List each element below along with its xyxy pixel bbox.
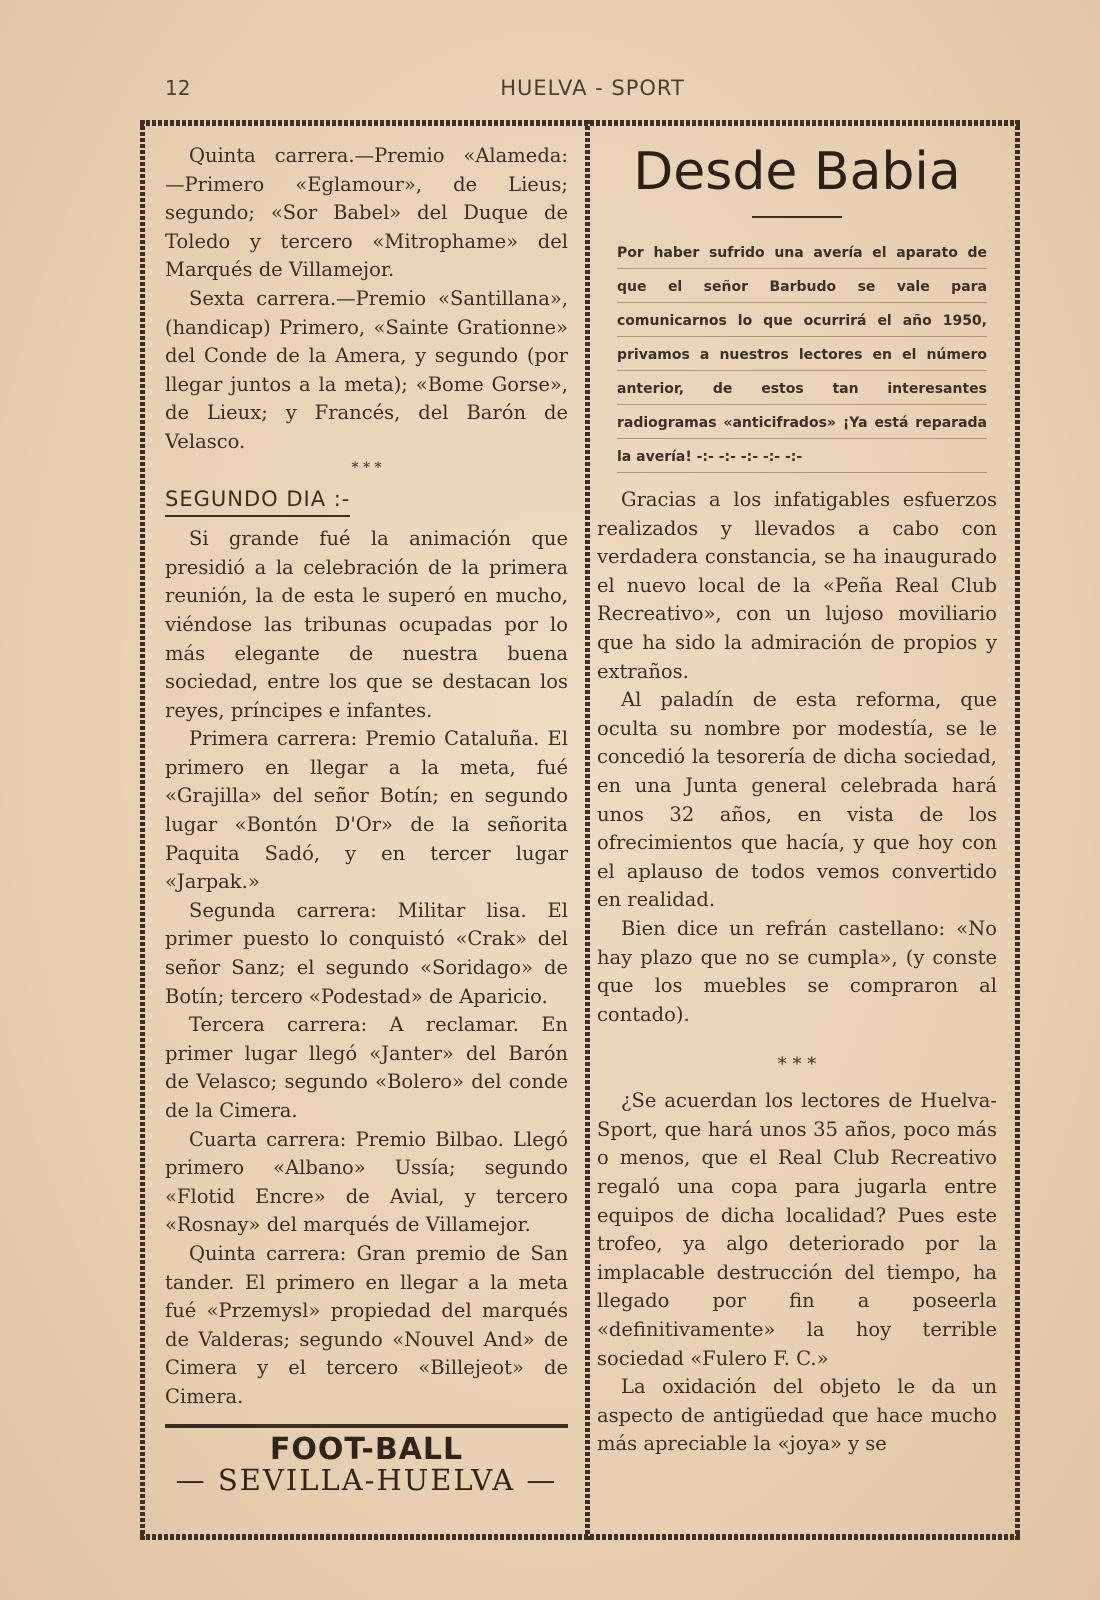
paragraph-oxidacion: La oxidación del objeto le da un aspecto de antigüedad que hace mucho más apreciable la «joya» y se xyxy=(597,1375,997,1456)
paragraph-quinta-carrera-gran-premio: Quinta carrera: Gran premio de San tander. El primero en llegar a la meta fué «Przemysl» propiedad del marqués de Valderas; segundo «Nouvel And» de Cimera y el tercero «Billejeot» de Cimera. xyxy=(165,1241,568,1408)
paragraph-animacion: Si grande fué la animación que presidió a la celebración de la primera reunión, la de esta le superó en mucho, viéndose las tribunas ocupadas por lo más elegante de nuestra buena sociedad, entre los que se destacan los reyes, príncipes e infantes. xyxy=(165,527,568,722)
paragraph-pena-real-club: Gracias a los infatigables esfuerzos realizados y llevados a cabo con verdadera constancia, se ha inaugurado el nuevo local de la «Peña Real Club Recreativo», con un lujoso moviliario que ha sido la admiración de propios y extraños. xyxy=(597,488,997,683)
frame-border-top xyxy=(140,120,1020,126)
paragraph-paladin: Al paladín de esta reforma, que oculta su nombre por modestía, se le concedió la tesorería de dicha sociedad, en una Junta general celebrada hará unos 32 años, en vista de los ofrecimientos que hacía, y que hoy con el aplauso de todos vemos convertido en realidad. xyxy=(597,688,997,912)
right-column xyxy=(597,142,997,1459)
paragraph-primera-carrera: Primera carrera: Premio Cataluña. El primero en llegar a la meta, fué «Grajilla» del señor Botín; en segundo lugar «Bontón D'Or» de la señorita Paquita Sadó, y en tercer lugar «Jarpak.» xyxy=(165,727,568,894)
frame-border-bottom xyxy=(140,1534,1020,1540)
article-title-desde-babia: Desde Babia xyxy=(633,142,961,202)
left-column xyxy=(165,142,568,1498)
football-subheading: — SEVILLA-HUELVA — xyxy=(175,1463,558,1498)
title-rule xyxy=(752,216,842,218)
section-heading-segundo-dia: SEGUNDO DIA :- xyxy=(165,485,350,518)
football-heading: FOOT-BALL xyxy=(269,1431,464,1467)
paragraph-refran: Bien dice un refrán castellano: «No hay plazo que no se cumpla», (y conste que los muebles se compraron al contado). xyxy=(597,916,997,1026)
paragraph-segunda-carrera: Segunda carrera: Militar lisa. El primer puesto lo conquistó «Crak» del señor Sanz; el segundo «Soridago» de Botín; tercero «Podestad» de Aparicio. xyxy=(165,898,568,1008)
notice-averia: Por haber sufrido una avería el aparato de que el señor Barbudo se vale para comunicarnos lo que ocurrirá el año 1950, privamos a nuestros lectores en el número anterior, de estos tan interesantes radiogramas «anticifrados» ¡Ya está reparada la avería! -:- -:- -:- -:- -:- xyxy=(617,236,987,474)
column-frame xyxy=(140,120,1020,1540)
frame-border-right xyxy=(1015,120,1020,1540)
paragraph-cuarta-carrera: Cuarta carrera: Premio Bilbao. Llegó primero «Albano» Ussía; segundo «Flotid Encre» de Avial, y tercero «Rosnay» del marqués de Villamejor. xyxy=(165,1127,568,1237)
paragraph-quinta-carrera: Quinta carrera.—Premio «Alameda: —Primero «Eglamour», de Lieus; segundo; «Sor Babel» del Duque de Toledo y tercero «Mitrophame» del Marqués de Villamejor. xyxy=(165,144,568,282)
frame-border-left xyxy=(140,120,145,1540)
paragraph-sexta-carrera: Sexta carrera.—Premio «Santillana», (handicap) Primero, «Sainte Grationne» del Conde de la Amera, y segundo (por llegar juntos a la meta); «Bome Gorse», de Lieux; y Francés, del Barón de Velasco. xyxy=(165,286,568,453)
paragraph-copa: ¿Se acuerdan los lectores de Huelva-Sport, que hará unos 35 años, poco más o menos, que el Real Club Recreativo regaló una copa para jugarla entre equipos de dicha localidad? Pues este trofeo, ya algo deteriorado por la implacable destrucción del tiempo, ha llegado por fin a poseerla «definitivamente» la hoy terrible sociedad «Fulero F. C.» xyxy=(597,1089,997,1370)
page-header xyxy=(165,76,1020,106)
publication-title: HUELVA - SPORT xyxy=(500,76,685,100)
paragraph-tercera-carrera: Tercera carrera: A reclamar. En primer lugar llegó «Janter» del Barón de Velasco; segundo «Bolero» del conde de la Cimera. xyxy=(165,1013,568,1122)
column-divider xyxy=(585,120,590,1540)
section-rule xyxy=(165,1424,568,1428)
section-stars-right: * * * xyxy=(777,1054,817,1076)
page-number: 12 xyxy=(165,76,191,100)
section-stars: * * * xyxy=(351,459,382,476)
